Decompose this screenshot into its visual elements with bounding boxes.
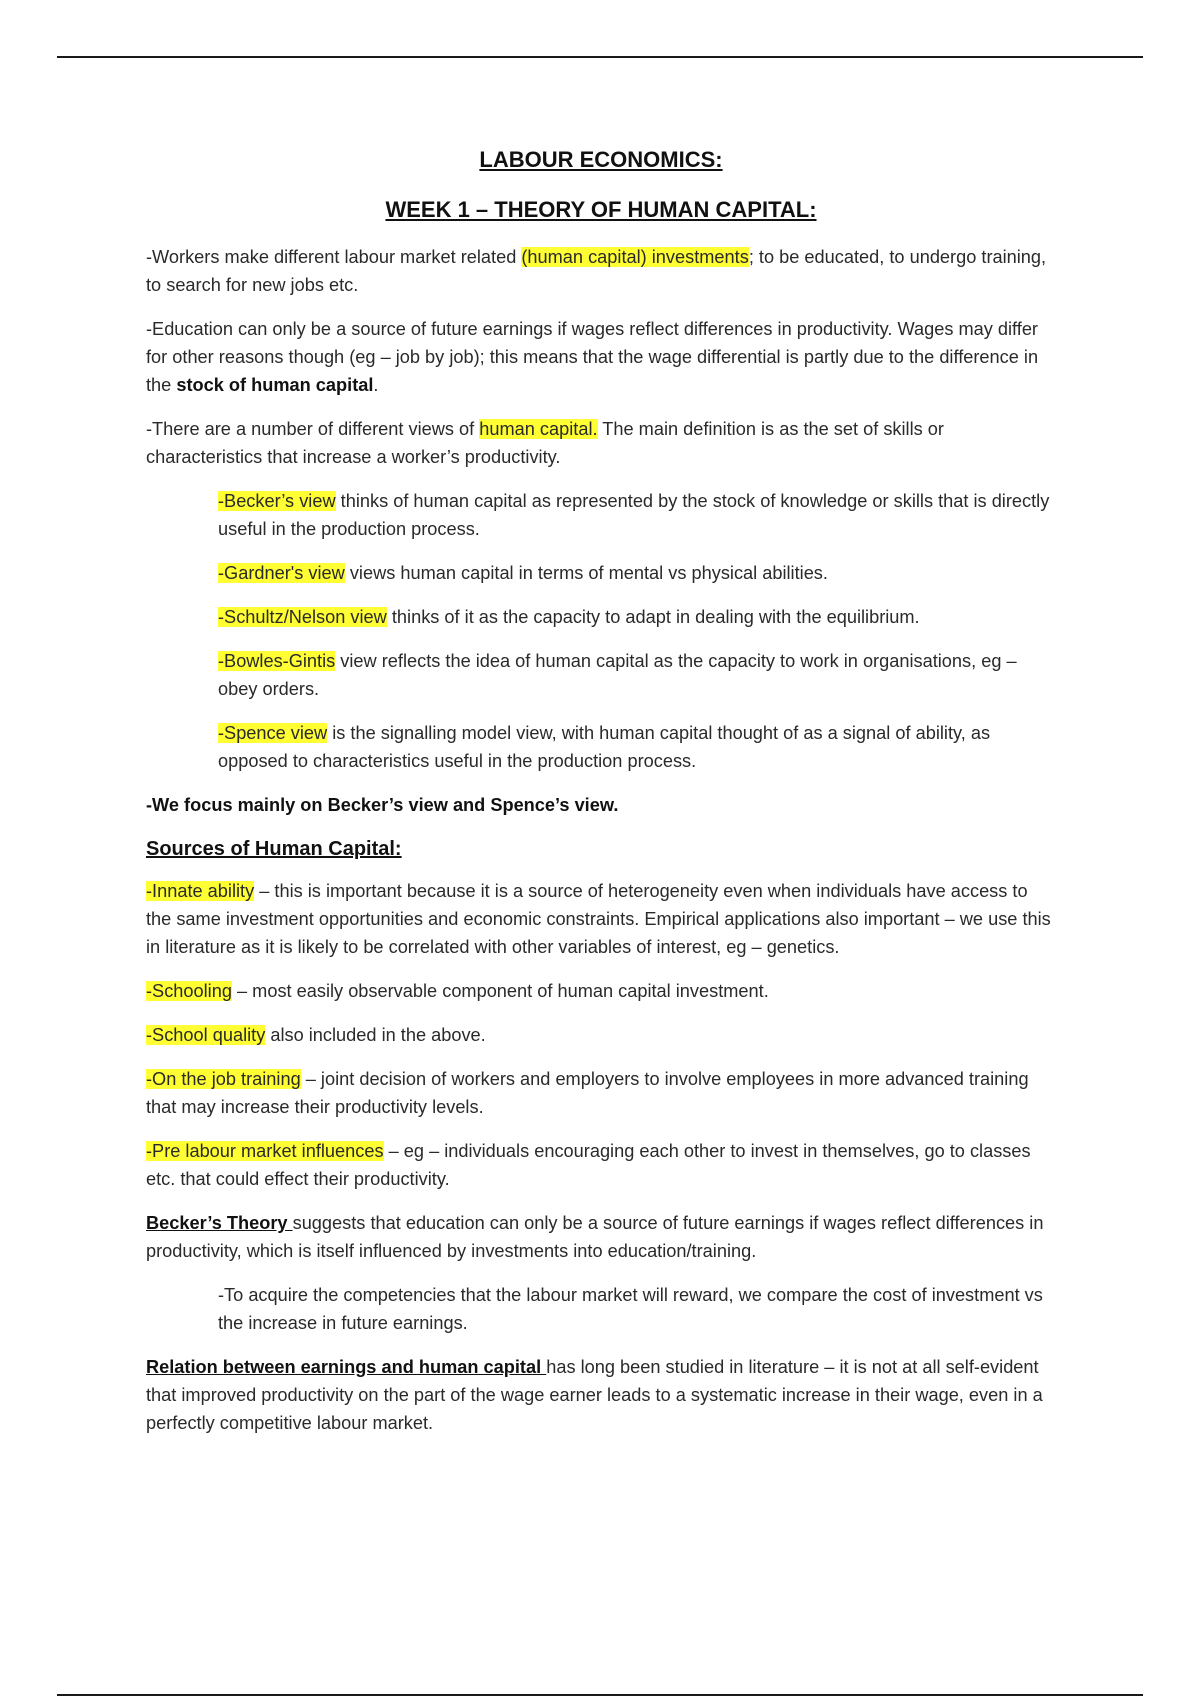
- view-text: views human capital in terms of mental vs physical abilities.: [344, 563, 828, 583]
- focus-text: -We focus mainly on Becker’s view and Spence’s view.: [146, 795, 619, 815]
- text-run: -There are a number of different views of: [146, 419, 480, 439]
- week-title: WEEK 1 – THEORY OF HUMAN CAPITAL:: [385, 197, 817, 222]
- highlight-source-name: -School quality: [146, 1025, 266, 1045]
- top-rule: [57, 56, 1143, 58]
- bold-stock-of-human-capital: stock of human capital: [176, 375, 374, 395]
- text-run: ; to be educated, to undergo training, to search for new jobs etc.: [146, 247, 1047, 295]
- source-schooling: [146, 977, 1056, 1005]
- focus-statement: [146, 791, 1056, 819]
- highlight-view-name: -Schultz/Nelson view: [218, 607, 387, 627]
- document-page: [146, 142, 1056, 1453]
- becker-theory: [146, 1209, 1056, 1265]
- relation-earnings: [146, 1353, 1056, 1437]
- paragraph-education: [146, 315, 1056, 399]
- source-pre-labour-market: [146, 1137, 1056, 1193]
- text-run: The main definition is as the set of skills or characteristics that increase a worker’s productivity.: [146, 419, 944, 467]
- highlight-view-name: -Gardner's view: [218, 563, 345, 583]
- becker-theory-heading: Becker’s Theory: [146, 1213, 293, 1233]
- view-text: thinks of it as the capacity to adapt in dealing with the equilibrium.: [386, 607, 920, 627]
- highlight-view-name: -Bowles-Gintis: [218, 651, 336, 671]
- relation-heading: Relation between earnings and human capital: [146, 1357, 547, 1377]
- becker-theory-text: suggests that education can only be a source of future earnings if wages reflect differences in productivity, which is itself influenced by investments into education/training.: [146, 1213, 1044, 1261]
- source-text: also included in the above.: [265, 1025, 486, 1045]
- source-text: – most easily observable component of human capital investment.: [231, 981, 769, 1001]
- relation-text: has long been studied in literature – it is not at all self-evident that improved productivity on the part of the wage earner leads to a systematic increase in their wage, even in a perfectly competitive labour market.: [146, 1357, 1043, 1433]
- highlight-human-capital: human capital.: [479, 419, 598, 439]
- highlight-source-name: -Schooling: [146, 981, 232, 1001]
- source-text: – joint decision of workers and employers to involve employees in more advanced training that may increase their productivity levels.: [146, 1069, 1029, 1117]
- document-title: LABOUR ECONOMICS:: [479, 147, 723, 172]
- view-text: is the signalling model view, with human capital thought of as a signal of ability, as opposed to characteristics useful in the production process.: [218, 723, 991, 771]
- view-gardner: [218, 559, 1056, 587]
- highlight-source-name: -Pre labour market influences: [146, 1141, 384, 1161]
- view-becker: [218, 487, 1056, 543]
- source-on-the-job-training: [146, 1065, 1056, 1121]
- view-schultz-nelson: [218, 603, 1056, 631]
- source-innate-ability: [146, 877, 1056, 961]
- view-text: view reflects the idea of human capital as the capacity to work in organisations, eg – obey orders.: [218, 651, 1017, 699]
- highlight-human-capital-investments: (human capital) investments: [521, 247, 749, 267]
- becker-theory-indent: -To acquire the competencies that the labour market will reward, we compare the cost of investment vs the increase in future earnings.: [218, 1285, 1043, 1333]
- text-run: .: [373, 375, 379, 395]
- source-text: – eg – individuals encouraging each other to invest in themselves, go to classes etc. that could effect their productivity.: [146, 1141, 1031, 1189]
- highlight-view-name: -Spence view: [218, 723, 328, 743]
- view-text: thinks of human capital as represented by the stock of knowledge or skills that is directly useful in the production process.: [218, 491, 1050, 539]
- source-school-quality: [146, 1021, 1056, 1049]
- view-bowles-gintis: [218, 647, 1056, 703]
- highlight-view-name: -Becker’s view: [218, 491, 336, 511]
- bottom-rule: [57, 1694, 1143, 1696]
- view-spence: [218, 719, 1056, 775]
- sources-heading: Sources of Human Capital:: [146, 838, 402, 860]
- highlight-source-name: -On the job training: [146, 1069, 301, 1089]
- source-text: – this is important because it is a source of heterogeneity even when individuals have access to the same investment opportunities and economic constraints. Empirical applications also important – we use this in literature as it is likely to be correlated with other variables of interest, eg – genetics.: [146, 881, 1051, 957]
- paragraph-investments: [146, 243, 1056, 299]
- text-run: -Education can only be a source of future earnings if wages reflect differences in productivity. Wages may differ for other reasons though (eg – job by job); this means that the wage differential is partly due to the difference in the: [146, 319, 1039, 395]
- paragraph-views: [146, 415, 1056, 471]
- highlight-source-name: -Innate ability: [146, 881, 255, 901]
- text-run: -Workers make different labour market related: [146, 247, 522, 267]
